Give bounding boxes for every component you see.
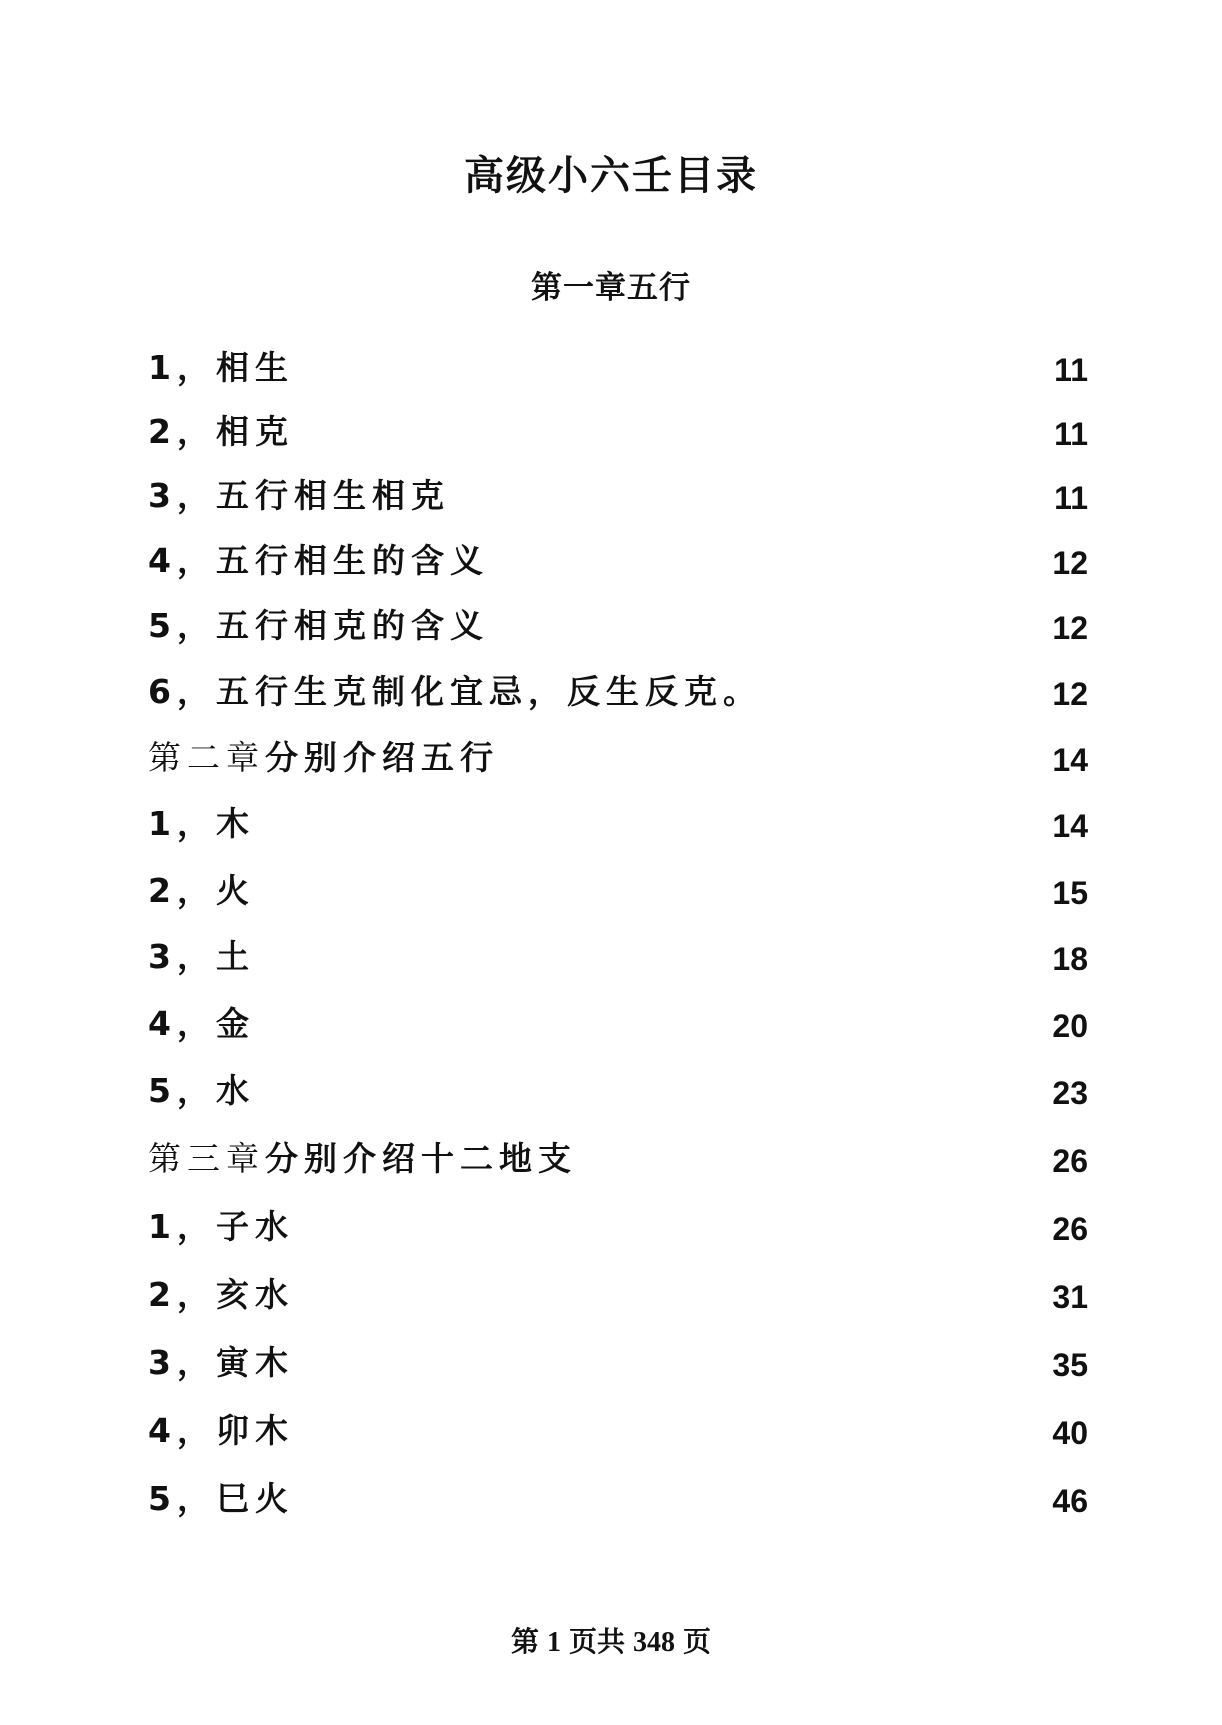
toc-entry[interactable] — [148, 868, 1088, 918]
toc-page-number: 20 — [1052, 1008, 1088, 1044]
toc-entry-title: 6，五行生克制化宜忌，反生反克。 — [148, 672, 762, 711]
toc-entry-title: 4，金 — [148, 1004, 255, 1043]
toc-page-number: 31 — [1052, 1279, 1088, 1315]
toc-entry-title: 1，子水 — [148, 1207, 294, 1246]
toc-entry-label — [148, 865, 255, 912]
toc-entry[interactable] — [148, 1340, 1088, 1390]
toc-page-number: 15 — [1052, 875, 1088, 911]
toc-entry-label — [148, 931, 255, 978]
toc-page-number: 12 — [1052, 676, 1088, 712]
toc-entry-label — [148, 798, 255, 845]
toc-entry[interactable] — [148, 669, 1088, 719]
toc-page-number: 14 — [1052, 808, 1088, 844]
toc-entry-title: 4，五行相生的含义 — [148, 541, 489, 580]
toc-entry-label — [148, 470, 450, 517]
toc-entry-label — [148, 342, 294, 389]
footer-total-pages: 348 — [633, 1627, 675, 1658]
toc-entry-label — [148, 1201, 294, 1248]
document-title: 高级小六壬目录 — [464, 153, 758, 199]
toc-entry[interactable] — [148, 1476, 1088, 1526]
footer-current-page: 1 — [546, 1627, 561, 1658]
toc-chapter-entry[interactable] — [148, 1136, 1088, 1186]
toc-page-number: 11 — [1054, 480, 1088, 516]
toc-entry-label — [148, 1405, 294, 1452]
toc-page-number: 26 — [1052, 1211, 1088, 1247]
footer-middle: 页共 — [568, 1625, 625, 1658]
toc-entry-title: 分别介绍十二地支 — [265, 1139, 577, 1178]
chapter-heading: 第一章五行 — [531, 270, 691, 306]
toc-entry[interactable] — [148, 801, 1088, 851]
toc-entry[interactable] — [148, 603, 1088, 653]
toc-entry-title: 5，五行相克的含义 — [148, 606, 489, 645]
toc-page-number: 26 — [1052, 1143, 1088, 1179]
toc-chapter-prefix: 第三章 — [148, 1139, 265, 1178]
toc-entry-title: 2，亥水 — [148, 1275, 294, 1314]
toc-page-number: 23 — [1052, 1075, 1088, 1111]
toc-page-number: 12 — [1052, 545, 1088, 581]
toc-entry-title: 3，寅木 — [148, 1343, 294, 1382]
toc-entry-label — [148, 600, 489, 647]
toc-page-number: 11 — [1054, 352, 1088, 388]
toc-page-number: 18 — [1052, 941, 1088, 977]
toc-entry-title: 5，巳火 — [148, 1479, 294, 1518]
toc-entry-title: 1，木 — [148, 804, 255, 843]
toc-entry-title: 1，相生 — [148, 348, 294, 387]
footer-prefix: 第 — [510, 1625, 539, 1658]
toc-entry[interactable] — [148, 473, 1088, 523]
toc-entry[interactable] — [148, 1408, 1088, 1458]
toc-entry[interactable] — [148, 1272, 1088, 1322]
toc-entry-label — [148, 732, 499, 779]
toc-chapter-entry[interactable] — [148, 735, 1088, 785]
toc-entry[interactable] — [148, 345, 1088, 395]
toc-entry-title: 2，相克 — [148, 412, 294, 451]
toc-entry-label — [148, 1473, 294, 1520]
toc-entry[interactable] — [148, 1001, 1088, 1051]
toc-page-number: 46 — [1052, 1483, 1088, 1519]
toc-entry-label — [148, 666, 762, 713]
toc-entry-label — [148, 998, 255, 1045]
toc-page-number: 12 — [1052, 610, 1088, 646]
toc-page-number: 11 — [1054, 416, 1088, 452]
toc-entry-label — [148, 1065, 255, 1112]
toc-entry-title: 2，火 — [148, 871, 255, 910]
toc-entry-label — [148, 1337, 294, 1384]
toc-entry-title: 分别介绍五行 — [265, 738, 499, 777]
toc-entry-label — [148, 1133, 577, 1180]
toc-page-number: 35 — [1052, 1347, 1088, 1383]
toc-entry[interactable] — [148, 1068, 1088, 1118]
toc-entry-title: 4，卯木 — [148, 1411, 294, 1450]
toc-entry[interactable] — [148, 538, 1088, 588]
toc-entry-title: 5，水 — [148, 1071, 255, 1110]
toc-entry[interactable] — [148, 934, 1088, 984]
toc-page-number: 14 — [1052, 742, 1088, 778]
toc-chapter-prefix: 第二章 — [148, 738, 265, 777]
toc-entry-label — [148, 406, 294, 453]
toc-page-number: 40 — [1052, 1415, 1088, 1451]
toc-entry-label — [148, 535, 489, 582]
page-footer — [0, 1620, 1222, 1660]
toc-entry-title: 3，土 — [148, 937, 255, 976]
toc-entry[interactable] — [148, 409, 1088, 459]
toc-entry-label — [148, 1269, 294, 1316]
footer-suffix: 页 — [683, 1625, 712, 1658]
toc-entry[interactable] — [148, 1204, 1088, 1254]
toc-entry-title: 3，五行相生相克 — [148, 476, 450, 515]
